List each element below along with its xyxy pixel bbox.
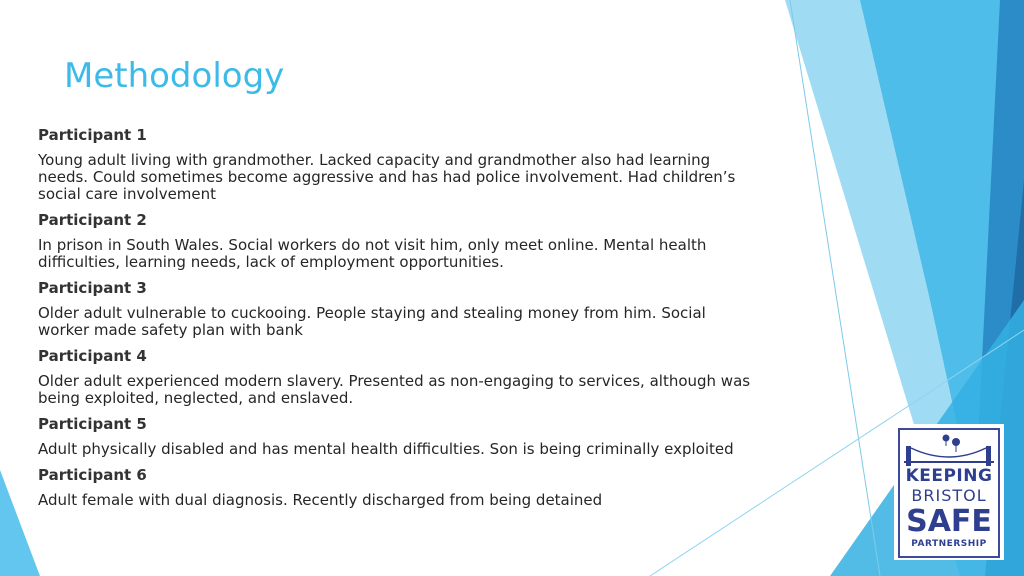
participant-description: Older adult vulnerable to cuckooing. People staying and stealing money from him. Social worker made safety plan with bank <box>38 304 706 339</box>
logo-text-safe: SAFE <box>906 504 992 539</box>
logo-text-partnership: PARTNERSHIP <box>911 539 987 549</box>
participant-heading: Participant 5 <box>38 415 147 433</box>
participant-description: Young adult living with grandmother. Lacked capacity and grandmother also had learning needs. Could sometimes become aggressive and has had police involvement. Had children’s social care involvement <box>38 151 736 203</box>
participant-description: Adult female with dual diagnosis. Recently discharged from being detained <box>38 491 603 509</box>
participant-heading: Participant 6 <box>38 466 147 484</box>
logo-text-bristol: BRISTOL <box>911 486 987 505</box>
participant-heading: Participant 3 <box>38 279 147 297</box>
left-shape <box>0 470 40 576</box>
participant-item <box>38 415 758 458</box>
participant-description: In prison in South Wales. Social workers do not visit him, only meet online. Mental health difficulties, learning needs, lack of employment opportunities. <box>38 236 707 271</box>
participant-heading: Participant 4 <box>38 347 147 365</box>
participant-heading: Participant 2 <box>38 211 147 229</box>
keeping-bristol-safe-logo <box>894 424 1004 560</box>
participant-list <box>38 126 758 517</box>
participant-description: Adult physically disabled and has mental health difficulties. Son is being criminally exploited <box>38 440 734 458</box>
participant-item <box>38 347 758 407</box>
participant-heading: Participant 1 <box>38 126 147 144</box>
participant-description: Older adult experienced modern slavery. Presented as non-engaging to services, although was being exploited, neglected, and enslaved. <box>38 372 751 407</box>
participant-item <box>38 211 758 271</box>
participant-item <box>38 279 758 339</box>
logo-text-keeping: KEEPING <box>905 466 993 486</box>
slide-title: Methodology <box>64 56 285 96</box>
participant-item <box>38 466 758 509</box>
participant-item <box>38 126 758 203</box>
